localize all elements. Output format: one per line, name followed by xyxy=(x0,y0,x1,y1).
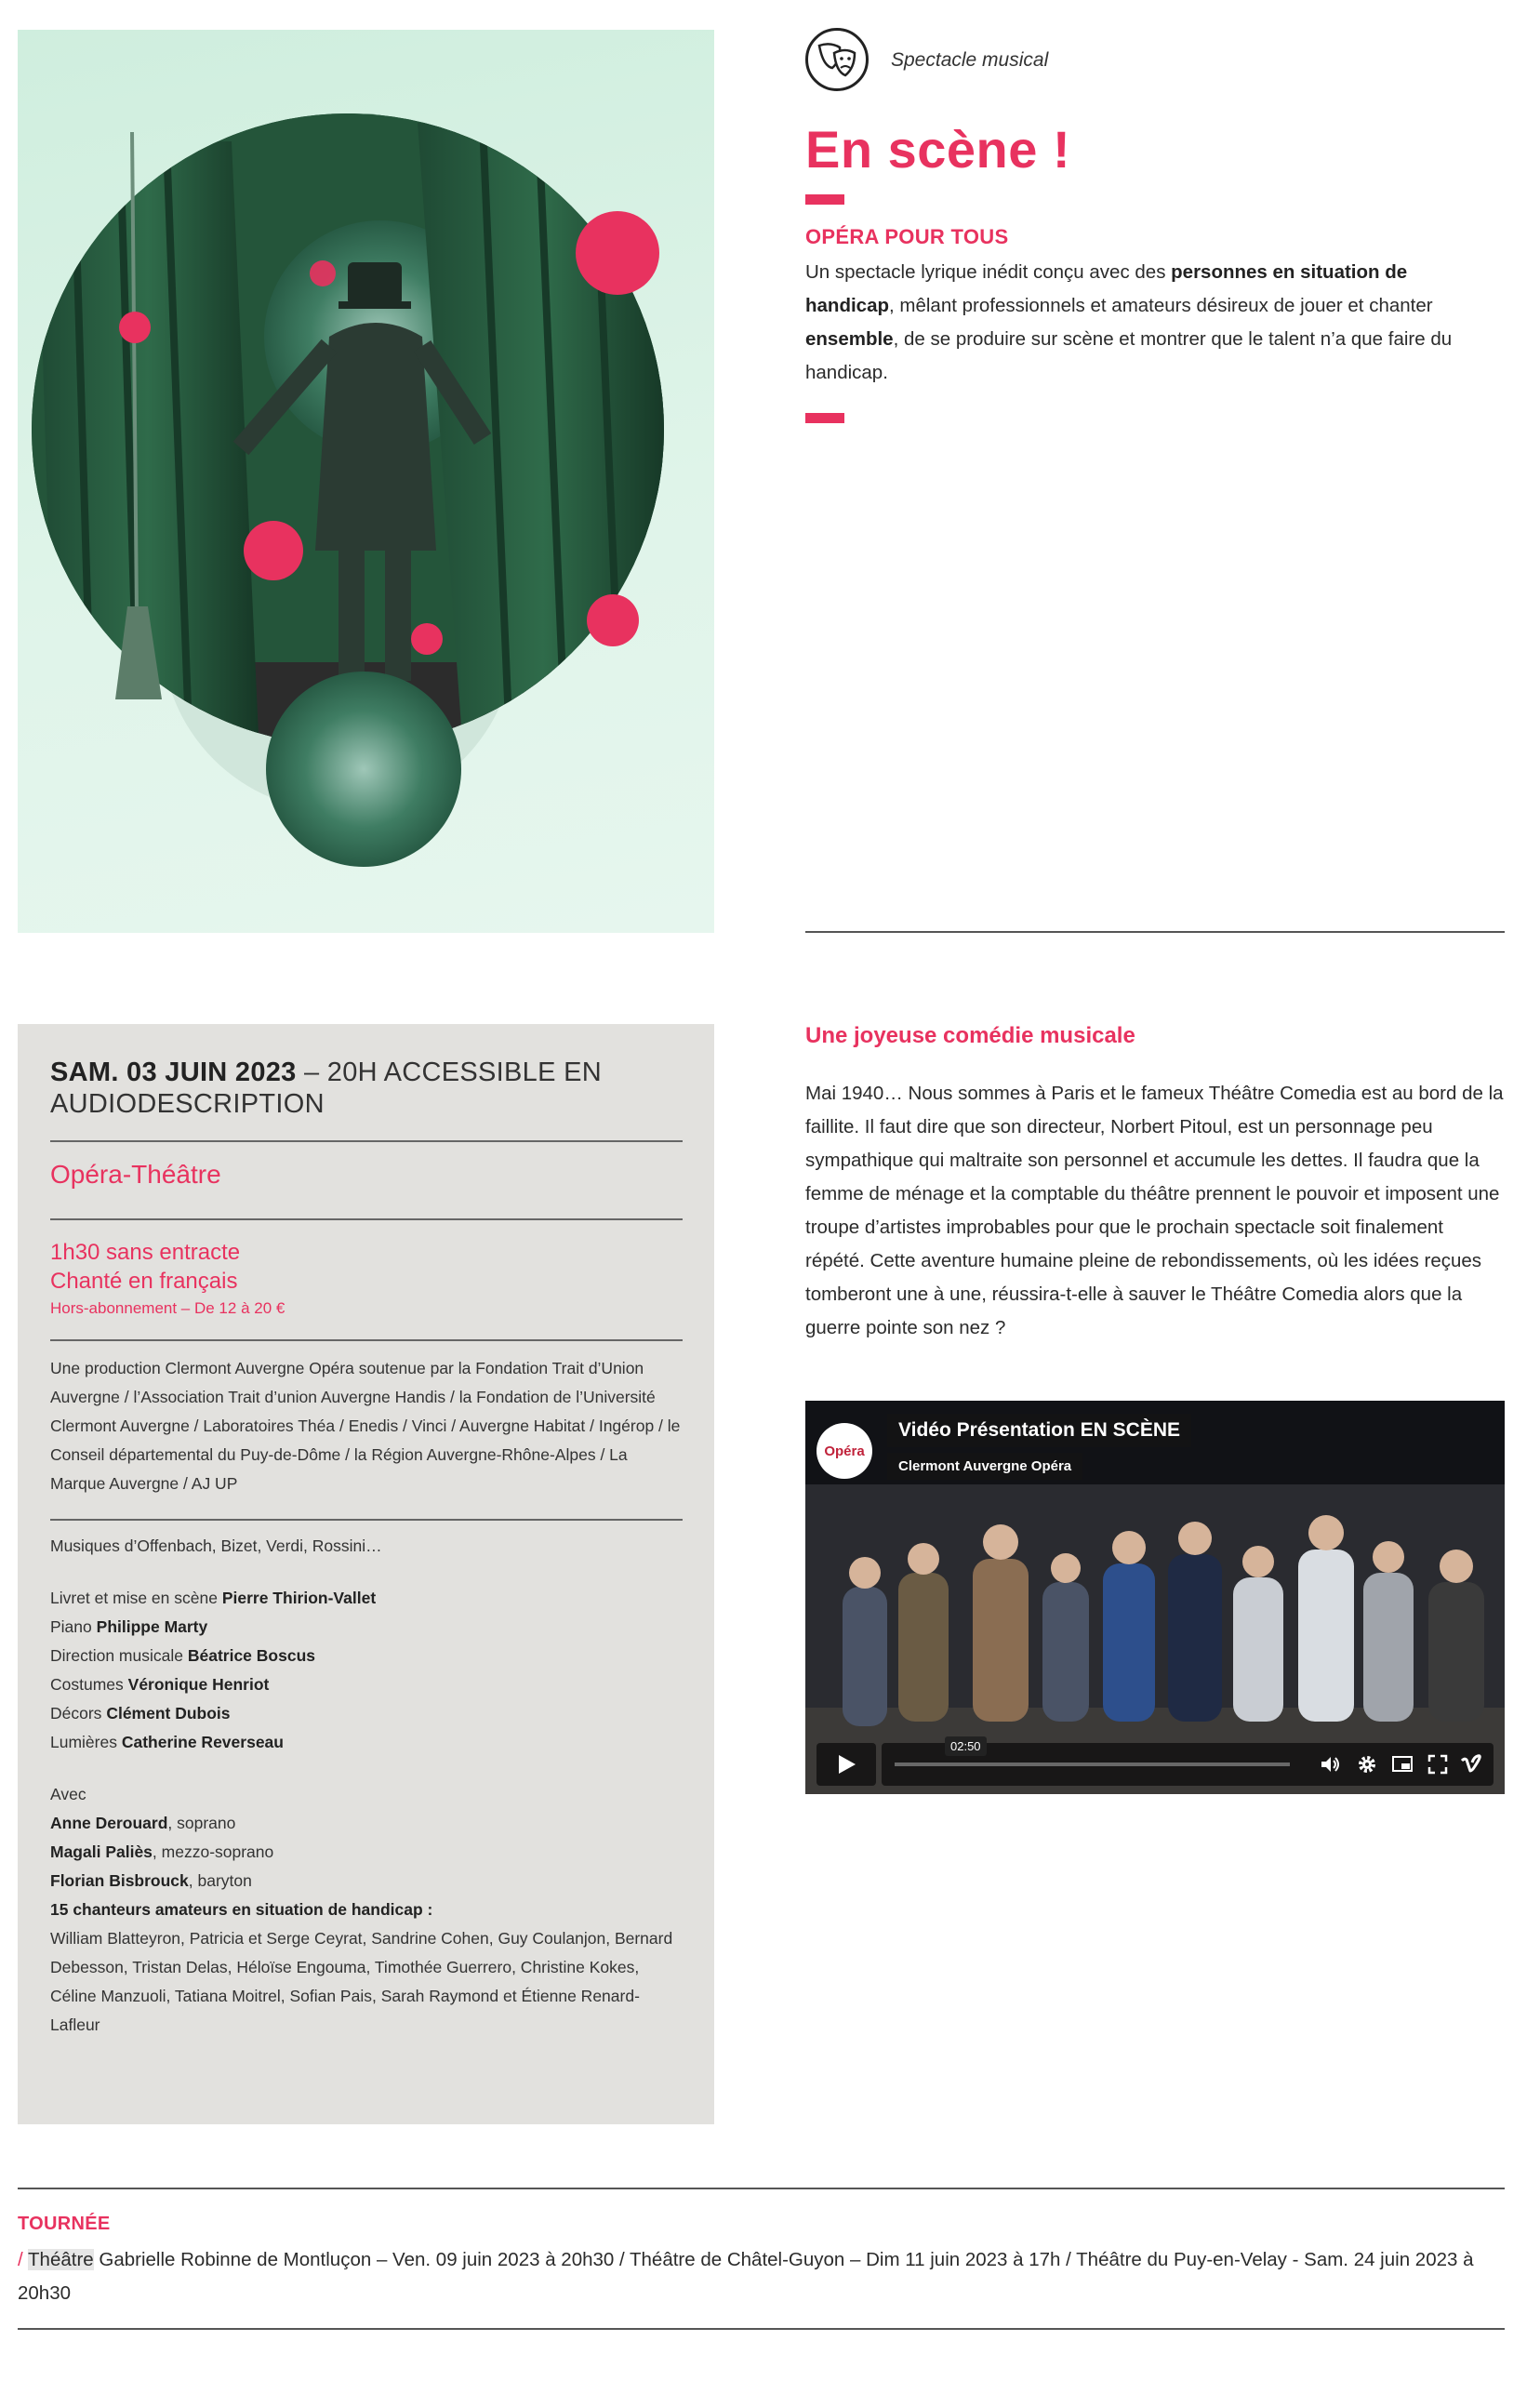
tour-label: TOURNÉE xyxy=(18,2214,111,2234)
divider xyxy=(50,1339,683,1341)
accent-dash xyxy=(805,194,844,205)
play-button[interactable] xyxy=(816,1743,876,1786)
theatre-curtain-illustration xyxy=(18,30,714,933)
video-control-bar xyxy=(882,1739,1494,1786)
intro-paragraph: Un spectacle lyrique inédit conçu avec des personnes en situation de handicap, mêlant professionnels et amateurs désireux de jouer et chanter ensemble, de se produire sur scène et montrer que le talent n’a que faire du handicap. xyxy=(805,261,1453,383)
divider xyxy=(50,1519,683,1521)
divider xyxy=(18,2328,1505,2330)
artistic-credits xyxy=(50,1532,683,2040)
music-credits: Musiques d’Offenbach, Bizet, Verdi, Rossini… xyxy=(50,1536,382,1555)
divider xyxy=(50,1140,683,1142)
subtitle: OPÉRA POUR TOUS xyxy=(805,225,1009,248)
video-player[interactable] xyxy=(805,1401,1505,1794)
pricing-text: Hors-abonnement – De 12 à 20 € xyxy=(50,1299,285,1317)
crew-item: Costumes Véronique Henriot xyxy=(50,1675,270,1694)
performance-date: SAM. 03 JUIN 2023 – 20H ACCESSIBLE EN AUDIODESCRIPTION xyxy=(50,1057,602,1119)
tour-dates: / Théâtre Gabrielle Robinne de Montluçon – Ven. 09 juin 2023 à 20h30 / Théâtre de Châtel-Guyon – Dim 11 juin 2023 à 17h / Théâtre du Puy-en-Velay - Sam. 24 juin 2023 à 20h30 xyxy=(18,2249,1474,2304)
settings-gear-icon[interactable] xyxy=(1356,1753,1378,1776)
divider xyxy=(50,1218,683,1220)
video-time: 02:50 xyxy=(945,1736,987,1756)
divider xyxy=(805,931,1505,933)
amateurs-label: 15 chanteurs amateurs en situation de handicap : xyxy=(50,1900,433,1919)
video-channel[interactable]: Clermont Auvergne Opéra xyxy=(887,1453,1082,1480)
venue-name: Opéra-Théâtre xyxy=(50,1160,221,1189)
hero-image xyxy=(18,30,714,933)
accent-dash xyxy=(805,413,844,423)
crew-item: Lumières Catherine Reverseau xyxy=(50,1733,284,1751)
divider xyxy=(18,2188,1505,2189)
cast-item: Magali Paliès, mezzo-soprano xyxy=(50,1842,274,1861)
description-text: Mai 1940… Nous sommes à Paris et le fameux Théâtre Comedia est au bord de la faillite. Il faut dire que son directeur, Norbert Pitoul, est un personnage peu sympathique qui maltraite son personnel et accumule les dettes. Il faudra que la femme de ménage et la comptable du théâtre prennent le pouvoir et imposent une troupe d’artistes improbables pour que le prochain spectacle soit finalement répété. Cette aventure humaine pleine de rebondissements, où les idées reçues tomberont une à une, réussira-t-elle à sauver le Théâtre Comedia alors que la guerre pointe son nez ? xyxy=(805,1083,1504,1338)
production-credits: Une production Clermont Auvergne Opéra soutenue par la Fondation Trait d’Union Auvergne / l’Association Trait d’union Auvergne Handis / la Fondation de l’Université Clermont Auvergne / Laboratoires Théa / Enedis / Vinci / Auvergne Habitat / Ingérop / le Conseil départemental du Puy-de-Dôme / la Région Auvergne-Rhône-Alpes / La Marque Auvergne / AJ UP xyxy=(50,1359,681,1493)
play-icon xyxy=(839,1755,856,1774)
vimeo-logo-icon[interactable] xyxy=(1460,1753,1482,1776)
video-controls xyxy=(816,1739,1494,1786)
crew-item: Livret et mise en scène Pierre Thirion-Vallet xyxy=(50,1589,377,1607)
cast-item: Anne Derouard, soprano xyxy=(50,1814,236,1832)
cast-item: Florian Bisbrouck, baryton xyxy=(50,1871,252,1890)
crew-list xyxy=(50,1584,683,1757)
page-title: En scène ! xyxy=(805,120,1071,179)
description-title: Une joyeuse comédie musicale xyxy=(805,1023,1135,1048)
opera-logo: Opéra xyxy=(816,1423,872,1479)
theater-masks-icon xyxy=(805,28,869,91)
picture-in-picture-icon[interactable] xyxy=(1391,1753,1414,1776)
genre-label: Spectacle musical xyxy=(891,49,1049,71)
amateurs-list: William Blatteyron, Patricia et Serge Ceyrat, Sandrine Cohen, Guy Coulanjon, Bernard Debesson, Tristan Delas, Héloïse Engouma, Timothée Guerrero, Christine Kokes, Céline Manzuoli, Tatiana Moitrel, Sofian Pais, Sarah Raymond et Étienne Renard-Lafleur xyxy=(50,1929,673,2034)
language-text: Chanté en français xyxy=(50,1269,238,1294)
fullscreen-icon[interactable] xyxy=(1427,1753,1449,1776)
video-progress-bar[interactable] xyxy=(895,1739,1290,1766)
crew-item: Direction musicale Béatrice Boscus xyxy=(50,1646,315,1665)
duration-text: 1h30 sans entracte xyxy=(50,1240,241,1265)
crew-item: Piano Philippe Marty xyxy=(50,1617,208,1636)
duration-info xyxy=(50,1238,683,1296)
volume-icon[interactable] xyxy=(1319,1753,1341,1776)
info-card xyxy=(18,1024,714,2124)
crew-item: Décors Clément Dubois xyxy=(50,1704,231,1723)
video-title[interactable]: Vidéo Présentation EN SCÈNE xyxy=(887,1414,1191,1447)
cast-label: Avec xyxy=(50,1785,86,1803)
